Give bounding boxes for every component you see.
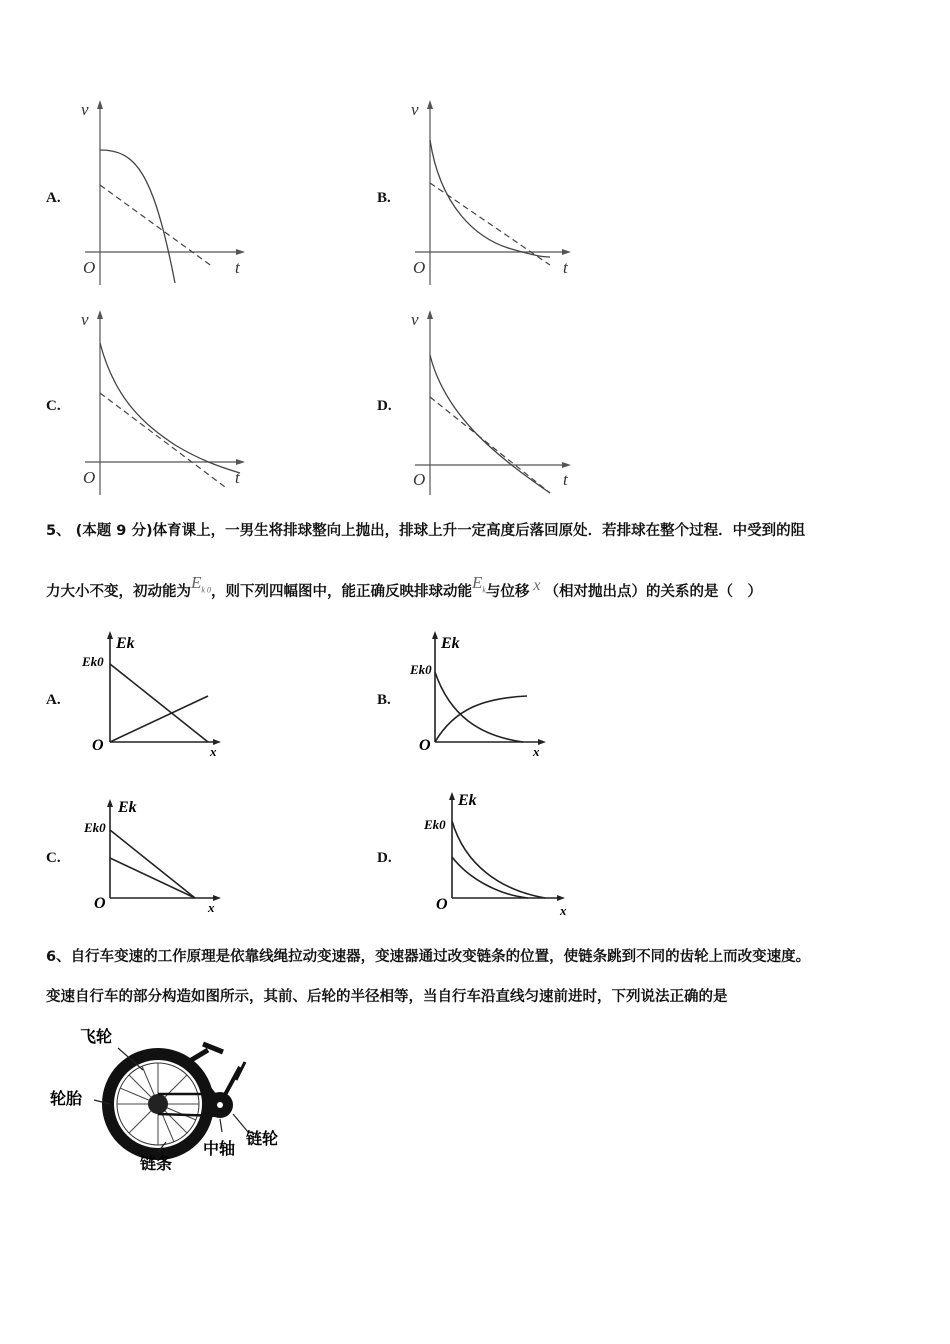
axis-ek-label: Ek	[118, 799, 137, 816]
q5-text-b: ，则下列四幅图中，能正确反映排球动能	[210, 584, 472, 600]
option-b-label: B.	[377, 190, 391, 206]
q5-line2	[46, 573, 763, 602]
q5-option-d-label: D.	[377, 850, 392, 866]
q5-option-a-label: A.	[46, 692, 61, 708]
q5-text-a: 力大小不变，初动能为	[46, 584, 191, 600]
q5-option-c-label: C.	[46, 850, 61, 866]
ek0-mark: Ek0	[424, 817, 446, 832]
axis-ek-label: Ek	[116, 635, 135, 652]
label-flywheel: 飞轮	[80, 1029, 113, 1046]
symbol-x: x	[533, 577, 541, 594]
origin-label: O	[83, 258, 96, 277]
axis-t-label: t	[235, 468, 240, 487]
axis-t-label: t	[563, 470, 568, 489]
axis-ek-label: Ek	[458, 792, 477, 809]
q5-text-d: （相对抛出点）的关系的是（ ）	[544, 584, 763, 600]
label-axle: 中轴	[203, 1141, 236, 1158]
axis-v-label: v	[81, 100, 89, 119]
vt-graph-d	[405, 305, 585, 500]
axis-v-label: v	[411, 310, 419, 329]
q6-line1: 6、自行车变速的工作原理是依靠线绳拉动变速器，变速器通过改变链条的位置，使链条跳到不同的齿轮上而改变速度。	[46, 949, 811, 965]
axis-x-label: x	[210, 744, 217, 759]
origin-label: O	[94, 895, 106, 912]
label-chain: 链条	[140, 1156, 173, 1173]
option-c-label: C.	[46, 398, 61, 414]
option-d-label: D.	[377, 398, 392, 414]
vt-graph-c	[75, 305, 255, 500]
origin-label: O	[413, 470, 426, 489]
ek0-mark: Ek0	[84, 820, 106, 835]
ek-graph-c	[80, 790, 230, 922]
axis-v-label: v	[81, 310, 89, 329]
ek0-mark: Ek0	[82, 654, 104, 669]
option-a-label: A.	[46, 190, 61, 206]
label-sprocket: 链轮	[246, 1131, 279, 1148]
q6-line2: 变速自行车的部分构造如图所示，其前、后轮的半径相等，当自行车沿直线匀速前进时，下列说法正确的是	[46, 989, 728, 1005]
axis-ek-label: Ek	[441, 635, 460, 652]
vt-graph-a	[75, 95, 255, 290]
q5-text-c: 与位移	[485, 584, 530, 600]
origin-label: O	[92, 737, 104, 754]
origin-label: O	[436, 896, 448, 913]
origin-label: O	[419, 737, 431, 754]
bicycle-figure	[48, 1022, 308, 1177]
ek0-mark: Ek0	[410, 662, 432, 677]
ek-graph-d	[420, 785, 580, 920]
axis-t-label: t	[235, 258, 240, 277]
ek-graph-a	[80, 628, 230, 760]
axis-x-label: x	[533, 744, 540, 759]
label-tire: 轮胎	[50, 1091, 83, 1108]
ek-graph-b	[405, 628, 555, 760]
axis-t-label: t	[563, 258, 568, 277]
axis-x-label: x	[560, 903, 567, 918]
axis-v-label: v	[411, 100, 419, 119]
symbol-ek: $E_k$	[471, 573, 486, 595]
q5-option-b-label: B.	[377, 692, 391, 708]
axis-x-label: x	[208, 900, 215, 915]
origin-label: O	[83, 468, 96, 487]
vt-graph-b	[405, 95, 585, 290]
origin-label: O	[413, 258, 426, 277]
symbol-ek0: $E_{k 0}$	[191, 573, 211, 595]
q5-line1: 5、 (本题 9 分)体育课上，一男生将排球整向上抛出，排球上升一定高度后落回原处．若排球在整个过程．中受到的阻	[46, 523, 806, 539]
